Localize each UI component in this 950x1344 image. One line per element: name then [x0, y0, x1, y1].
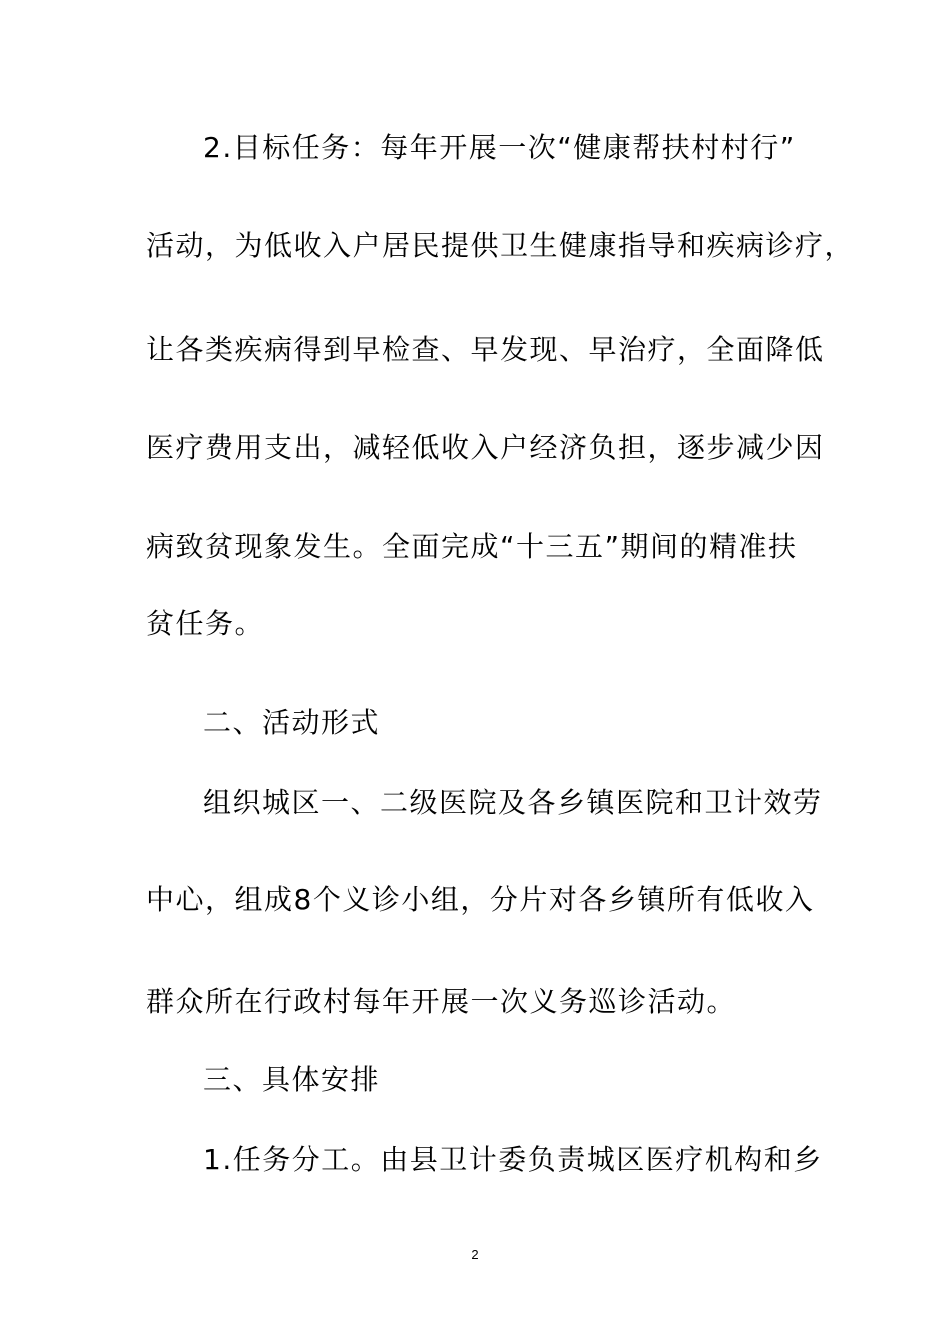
paragraph-goal-line-6: 贫任务。 — [146, 607, 265, 640]
section-heading-arrangement: 三、具体安排 — [203, 1063, 381, 1096]
section-heading-activity-form: 二、活动形式 — [203, 706, 381, 739]
paragraph-goal-line-3: 让各类疾病得到早检查、早发现、早治疗，全面降低 — [146, 333, 825, 366]
page-number: 2 — [471, 1247, 479, 1262]
paragraph-activity-line-1: 组织城区一、二级医院及各乡镇医院和卫计效劳 — [203, 786, 823, 819]
paragraph-goal-line-5: 病致贫现象发生。全面完成“十三五”期间的精准扶 — [146, 530, 798, 563]
paragraph-arrangement-line-1: 1.任务分工。由县卫计委负责城区医疗机构和乡 — [203, 1143, 823, 1176]
paragraph-activity-line-3: 群众所在行政村每年开展一次义务巡诊活动。 — [146, 985, 737, 1018]
paragraph-goal-line-2: 活动，为低收入户居民提供卫生健康指导和疾病诊疗， — [146, 229, 855, 262]
paragraph-activity-line-2: 中心，组成8个义诊小组，分片对各乡镇所有低收入 — [146, 883, 815, 916]
paragraph-goal-line-4: 医疗费用支出，减轻低收入户经济负担，逐步减少因 — [146, 431, 825, 464]
paragraph-goal-line-1: 2.目标任务：每年开展一次“健康帮扶村村行” — [203, 131, 796, 164]
